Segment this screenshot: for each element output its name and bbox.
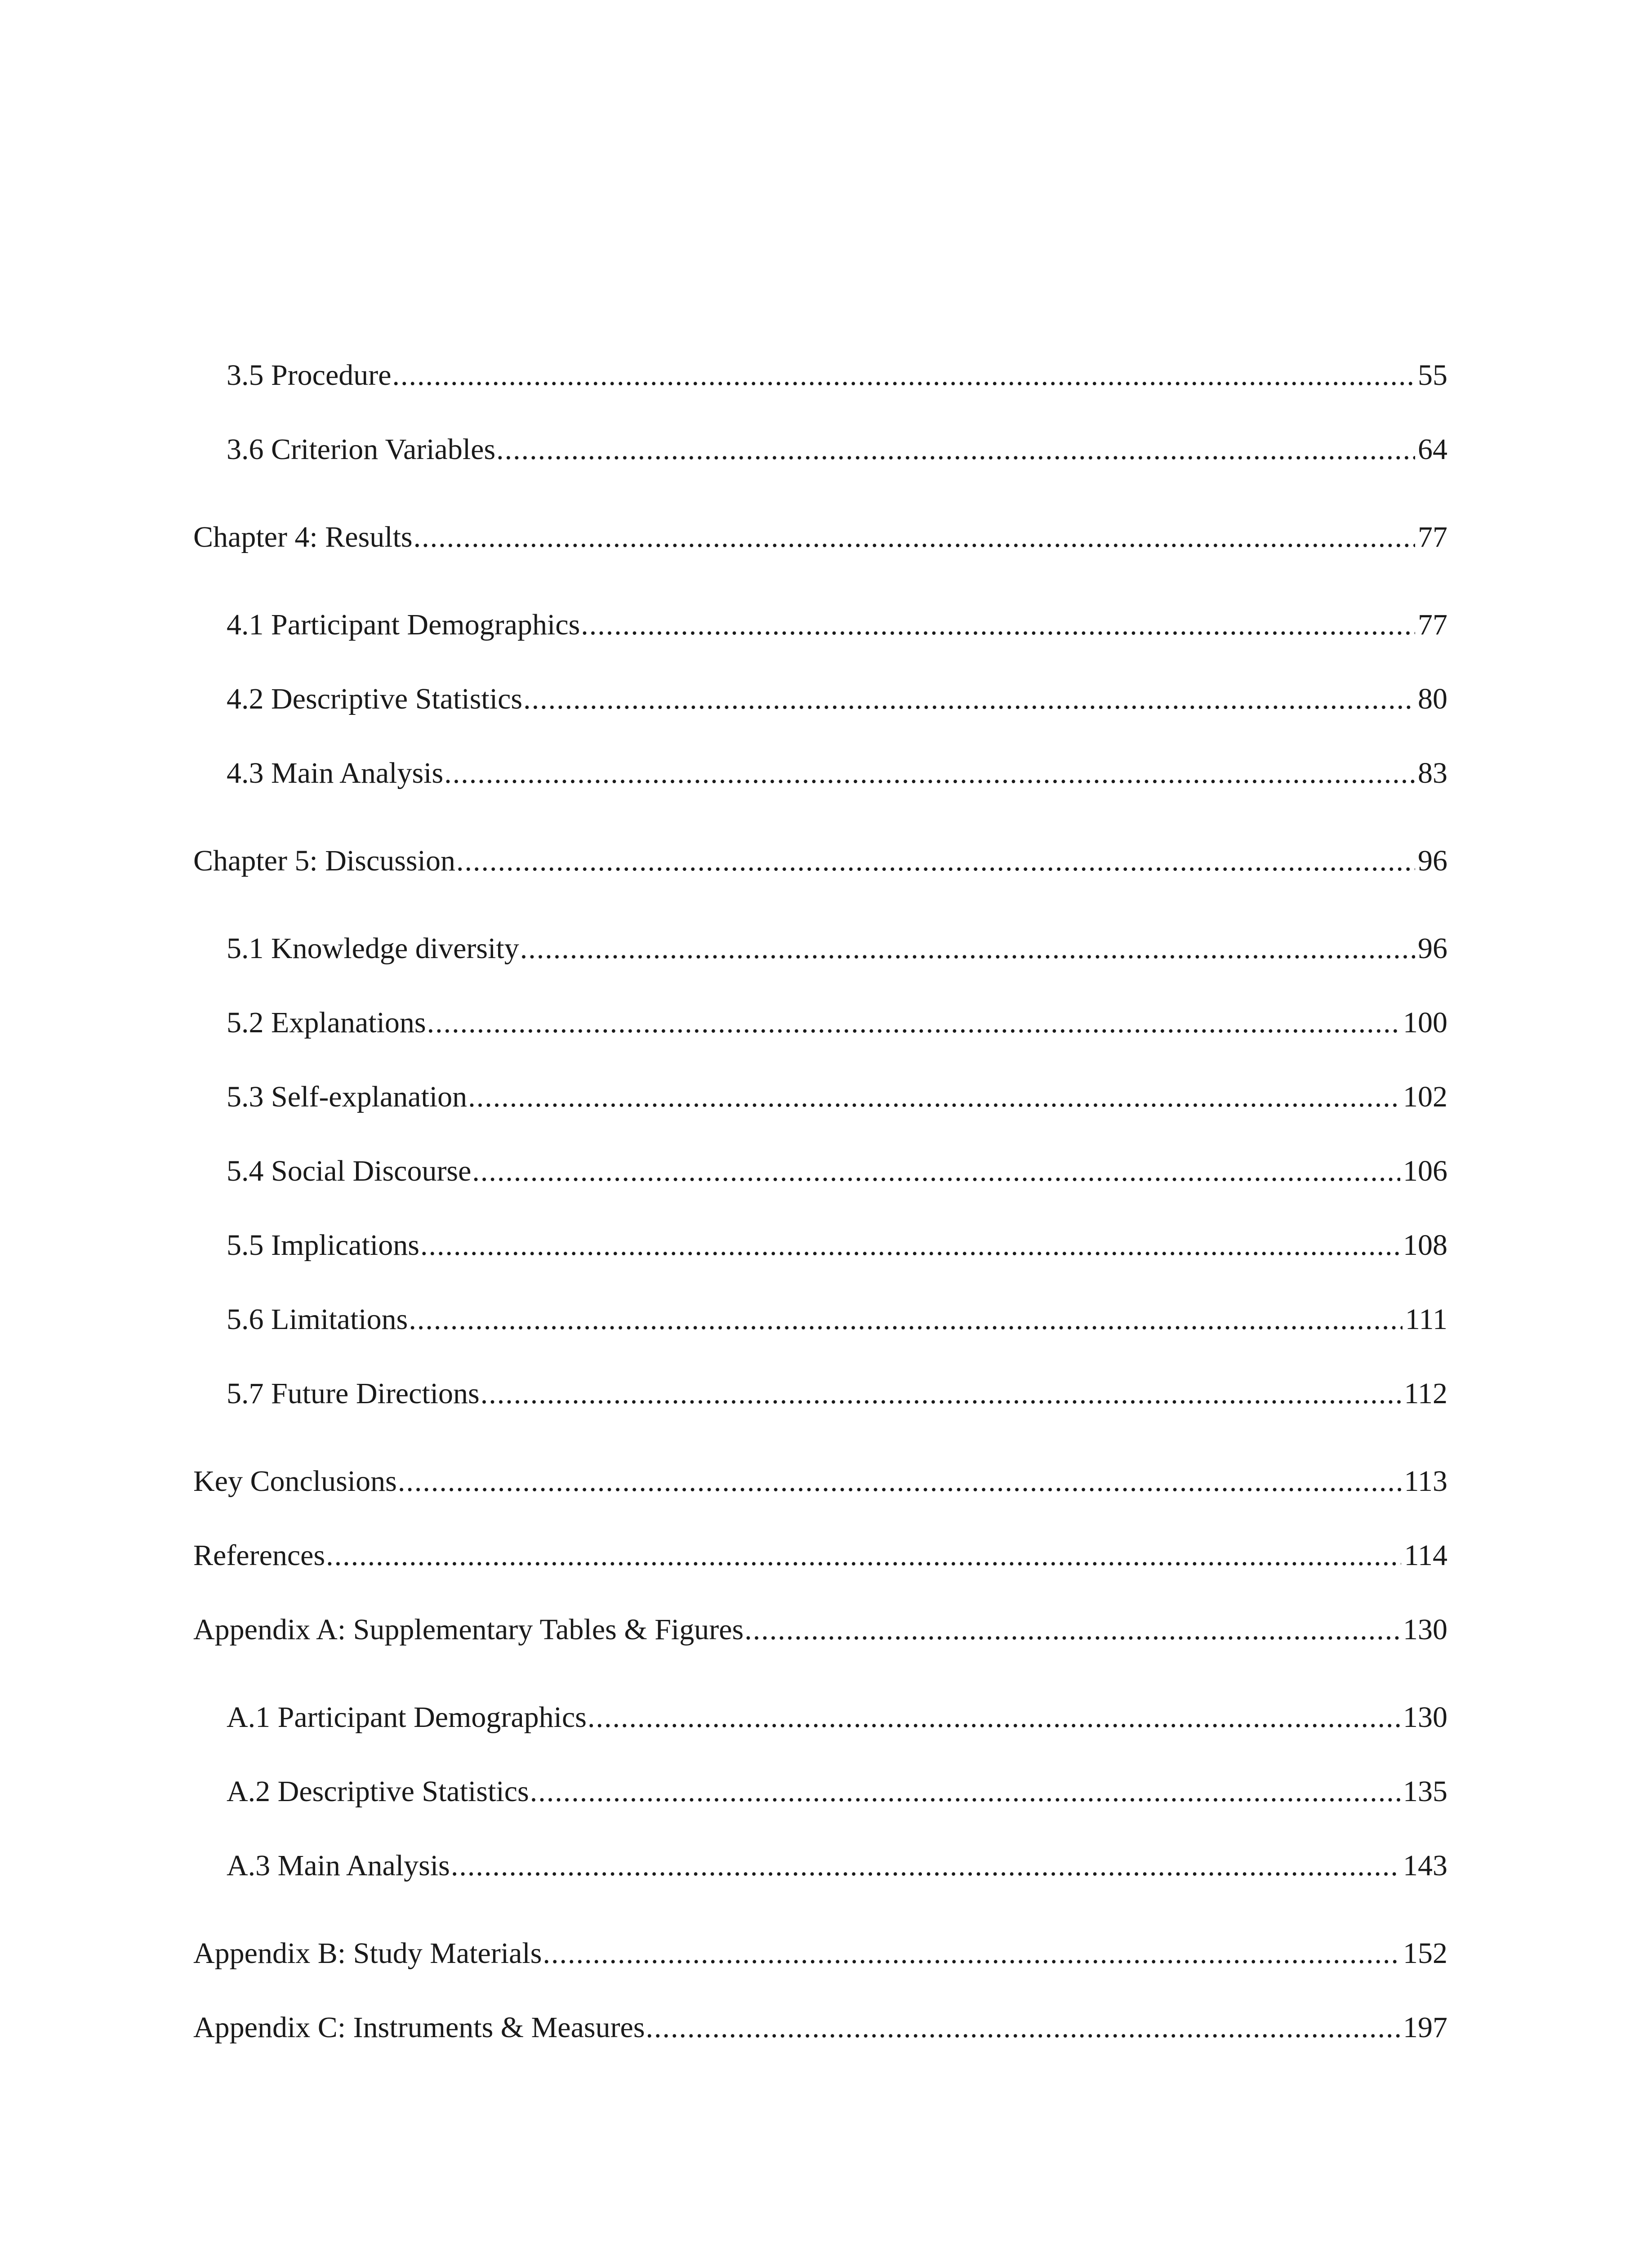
toc-entry[interactable] (193, 355, 1447, 396)
toc-dot-leader (456, 841, 1415, 881)
toc-entry-page: 113 (1404, 1465, 1447, 1498)
toc-entry-title: 5.3 Self-explanation (227, 1080, 468, 1113)
toc-dot-leader (588, 1697, 1400, 1738)
toc-entry[interactable] (193, 1151, 1447, 1191)
toc-entry[interactable] (193, 1003, 1447, 1043)
toc-entry[interactable] (193, 1077, 1447, 1117)
toc-entry-page: 106 (1403, 1155, 1447, 1187)
toc-entry-title: 5.6 Limitations (227, 1303, 408, 1336)
toc-entry-title: References (193, 1539, 325, 1572)
toc-entry[interactable] (193, 1846, 1447, 1886)
toc-entry-title: Appendix C: Instruments & Measures (193, 2011, 645, 2044)
toc-entry[interactable] (193, 1461, 1447, 1502)
toc-entry-page: 130 (1403, 1613, 1447, 1646)
toc-entry[interactable] (193, 841, 1447, 881)
toc-entry[interactable] (193, 1374, 1447, 1414)
toc-entry-title: A.2 Descriptive Statistics (227, 1775, 529, 1808)
toc-entry-page: 96 (1418, 932, 1447, 965)
toc-dot-leader (530, 1771, 1400, 1812)
toc-entry[interactable] (193, 1610, 1447, 1650)
toc-entry-title: Chapter 4: Results (193, 521, 413, 553)
toc-dot-leader (543, 1933, 1400, 1974)
toc-dot-leader (481, 1374, 1402, 1414)
toc-entry-title: 4.2 Descriptive Statistics (227, 682, 523, 715)
toc-entry-title: 5.5 Implications (227, 1229, 419, 1262)
toc-entry-title: 5.1 Knowledge diversity (227, 932, 519, 965)
toc-entry[interactable] (193, 517, 1447, 558)
toc-dot-leader (392, 355, 1415, 396)
toc-dot-leader (646, 2007, 1400, 2048)
toc-entry[interactable] (193, 753, 1447, 794)
toc-entry-title: Appendix B: Study Materials (193, 1937, 542, 1970)
toc-dot-leader (468, 1077, 1400, 1117)
toc-dot-leader (444, 753, 1415, 794)
toc-entry-page: 77 (1418, 521, 1447, 553)
toc-entry[interactable] (193, 1299, 1447, 1340)
toc-entry-page: 64 (1418, 433, 1447, 466)
toc-entry-title: 4.3 Main Analysis (227, 757, 444, 789)
toc-entry-page: 108 (1403, 1229, 1447, 1262)
toc-entry-page: 83 (1418, 757, 1447, 789)
toc-entry[interactable] (193, 1933, 1447, 1974)
toc-entry-title: 5.2 Explanations (227, 1006, 426, 1039)
toc-dot-leader (414, 517, 1415, 558)
toc-entry-page: 96 (1418, 844, 1447, 877)
toc-entry-page: 100 (1403, 1006, 1447, 1039)
toc-entry-title: 5.7 Future Directions (227, 1377, 480, 1410)
toc-entry[interactable] (193, 928, 1447, 969)
toc-entry[interactable] (193, 1697, 1447, 1738)
toc-dot-leader (427, 1003, 1400, 1043)
toc-dot-leader (744, 1610, 1400, 1650)
toc-entry-page: 152 (1403, 1937, 1447, 1970)
toc-entry-title: 3.6 Criterion Variables (227, 433, 496, 466)
toc-entry[interactable] (193, 679, 1447, 719)
toc-dot-leader (523, 679, 1415, 719)
toc-entry-page: 112 (1404, 1377, 1447, 1410)
toc-entry-page: 80 (1418, 682, 1447, 715)
toc-entry-title: 4.1 Participant Demographics (227, 608, 580, 641)
toc-entry-page: 130 (1403, 1701, 1447, 1734)
toc-dot-leader (451, 1846, 1400, 1886)
toc-entry[interactable] (193, 1535, 1447, 1576)
toc-entry-page: 135 (1403, 1775, 1447, 1808)
toc-entry-page: 55 (1418, 359, 1447, 392)
toc-entry-page: 77 (1418, 608, 1447, 641)
toc-dot-leader (520, 928, 1415, 969)
toc-entry-page: 114 (1404, 1539, 1447, 1572)
toc-entry[interactable] (193, 429, 1447, 470)
toc-entry-title: 5.4 Social Discourse (227, 1155, 472, 1187)
toc-dot-leader (420, 1225, 1400, 1266)
toc-entry-title: Appendix A: Supplementary Tables & Figures (193, 1613, 744, 1646)
toc-dot-leader (496, 429, 1415, 470)
toc-entry-page: 111 (1405, 1303, 1447, 1336)
toc-entry-title: A.1 Participant Demographics (227, 1701, 587, 1734)
toc-entry-page: 143 (1403, 1849, 1447, 1882)
toc-entry-title: A.3 Main Analysis (227, 1849, 450, 1882)
toc-entry[interactable] (193, 605, 1447, 645)
toc-entry[interactable] (193, 2007, 1447, 2048)
toc-dot-leader (472, 1151, 1400, 1191)
toc-entry-title: Key Conclusions (193, 1465, 397, 1498)
toc-entry-page: 102 (1403, 1080, 1447, 1113)
toc-dot-leader (398, 1461, 1402, 1502)
toc-dot-leader (326, 1535, 1401, 1576)
toc-dot-leader (409, 1299, 1403, 1340)
toc-entry-title: 3.5 Procedure (227, 359, 392, 392)
table-of-contents (193, 355, 1447, 2154)
toc-entry-page: 197 (1403, 2011, 1447, 2044)
toc-entry[interactable] (193, 1225, 1447, 1266)
toc-dot-leader (581, 605, 1415, 645)
toc-entry-title: Chapter 5: Discussion (193, 844, 455, 877)
toc-entry[interactable] (193, 1771, 1447, 1812)
